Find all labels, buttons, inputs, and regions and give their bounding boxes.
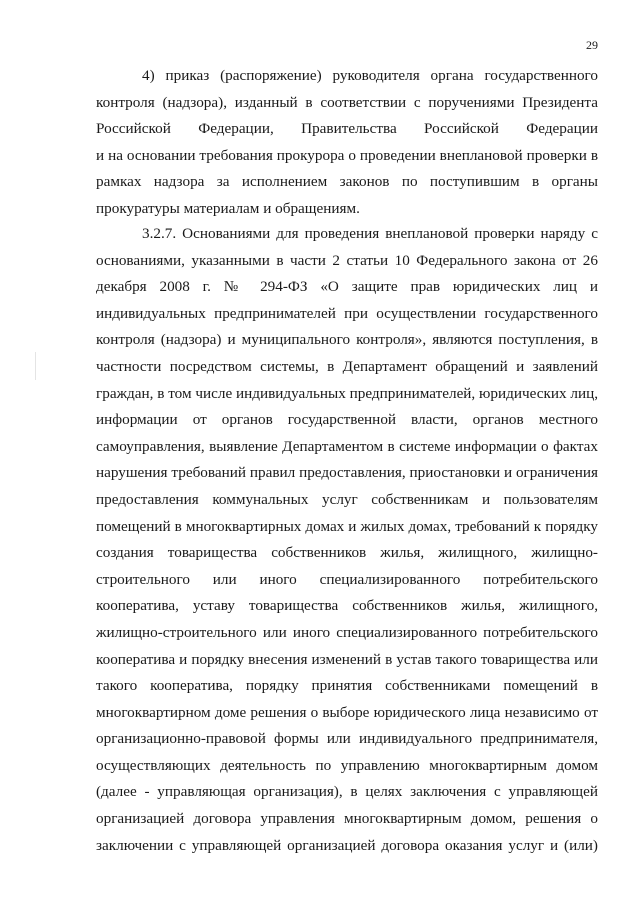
text-line: организацией договора управления многоквартирным домом, решения о <box>96 810 598 828</box>
page-number: 29 <box>586 38 598 52</box>
text-line: индивидуальных предпринимателей при осуществлении государственного <box>96 304 598 322</box>
paragraph-item-4 <box>96 63 598 223</box>
text-line: и на основании требования прокурора о проведении внеплановой проверки в <box>96 146 598 164</box>
text-line: частности посредством системы, в Департамент обращений и заявлений <box>96 357 598 375</box>
text-line: многоквартирном доме решения о выборе юридического лица независимо от <box>96 703 598 721</box>
text-line: строительного или иного специализированного потребительского <box>96 570 598 588</box>
text-line: кооператива и порядку внесения изменений в устав такого товарищества или <box>96 650 598 668</box>
text-line: самоуправления, выявление Департаментом в системе информации о фактах <box>96 437 598 455</box>
text-line: жилищно-строительного или иного специализированного потребительского <box>96 623 598 641</box>
text-line: граждан, в том числе индивидуальных предпринимателей, юридических лиц, <box>96 384 598 402</box>
text-line: декабря 2008 г. № 294-ФЗ «О защите прав юридических лиц и <box>96 278 598 296</box>
text-line: контроля (надзора) и муниципального контроля», являются поступления, в <box>96 331 598 349</box>
text-line: (далее - управляющая организация), в целях заключения с управляющей <box>96 783 598 801</box>
text-line: организационно-правовой формы или индивидуального предпринимателя, <box>96 730 598 748</box>
paragraph-3-2-7 <box>96 221 598 859</box>
text-line: кооператива, уставу товарищества собственников жилья, жилищного, <box>96 597 598 615</box>
text-line: помещений в многоквартирных домах и жилых домах, требований к порядку <box>96 517 598 535</box>
text-line: нарушения требований правил предоставления, приостановки и ограничения <box>96 464 598 482</box>
text-line: контроля (надзора), изданный в соответствии с поручениями Президента <box>96 93 598 111</box>
text-line: 3.2.7. Основаниями для проведения внеплановой проверки наряду с <box>142 225 598 242</box>
text-line: предоставления коммунальных услуг собственникам и пользователям <box>96 490 598 508</box>
text-line: создания товарищества собственников жилья, жилищного, жилищно- <box>96 544 598 562</box>
text-line: такого кооператива, порядку принятия собственниками помещений в <box>96 677 598 695</box>
text-line: заключении с управляющей организацией договора оказания услуг и (или) <box>96 836 598 854</box>
scan-margin-mark <box>35 352 36 380</box>
text-line: информации от органов государственной власти, органов местного <box>96 411 598 429</box>
text-line: осуществляющих деятельность по управлению многоквартирным домом <box>96 756 598 774</box>
text-line: 4) приказ (распоряжение) руководителя органа государственного <box>142 67 598 84</box>
text-line: основаниями, указанными в части 2 статьи 10 Федерального закона от 26 <box>96 251 598 269</box>
text-line: прокуратуры материалам и обращениям. <box>96 199 360 217</box>
text-line: рамках надзора за исполнением законов по поступившим в органы <box>96 173 598 191</box>
text-line: Российской Федерации, Правительства Российской Федерации <box>96 120 598 138</box>
